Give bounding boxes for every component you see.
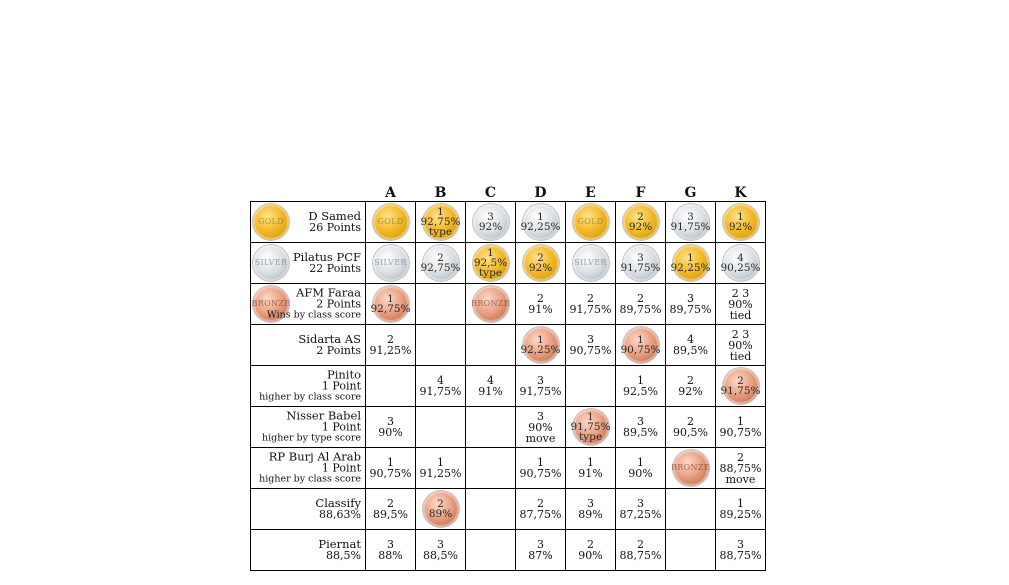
result-cell-k [716,530,766,571]
table-row [251,407,766,448]
result-cell-c [466,202,516,243]
cell-rank: 1 [437,456,444,469]
cell-score: 89% [578,508,603,521]
cell-rank: 1 [587,411,594,423]
cell-score: 89,75% [619,303,662,316]
table-row [251,325,766,366]
medal-stamp: SILVER [254,258,288,267]
result-cell-b [416,366,466,407]
competitor-points: 88,63% [319,508,361,521]
cell-score: 87,25% [619,508,662,521]
cell-rank: 4 [437,374,444,387]
cell-rank: 2 [387,333,394,346]
result-cell-f [616,448,666,489]
bronze-medal-icon [720,368,761,404]
cell-rank: 3 [637,497,644,510]
result-cell-k [716,448,766,489]
cell-rank: 1 [437,206,444,218]
result-cell-k [716,284,766,325]
cell-score: 91% [578,467,603,480]
cell-tag: tied [729,349,752,363]
cell-score: 90% [378,426,403,439]
result-cell-f [616,325,666,366]
result-cell-a [366,489,416,530]
cell-score: 90% [528,420,553,434]
table-row [251,284,766,325]
result-cell-f [616,530,666,571]
result-cell-c [466,530,516,571]
cell-rank: 2 [537,252,544,264]
bronze-medal-icon [520,327,561,363]
cell-rank: 4 [687,333,694,346]
competitor-name: Classify [315,496,361,510]
result-cell-d [516,366,566,407]
gold-medal-icon [523,245,559,281]
cell-rank: 1 [587,456,594,469]
competitor-note: higher by type score [262,432,361,444]
result-cell-a [366,407,416,448]
silver-medal-icon [620,245,661,281]
cell-rank: 1 [737,497,744,510]
cell-score: 91,75% [570,421,611,433]
result-cell-g [666,366,716,407]
bronze-medal-icon [473,286,509,322]
gold-medal-icon [473,245,509,281]
result-cell-c [466,284,516,325]
result-cell-b [416,448,466,489]
cell-tag: move [725,472,756,486]
competitor-name: Piernat [318,537,361,551]
cell-rank: 2 [587,538,594,551]
result-cell-c [466,366,516,407]
cell-rank: 3 [537,409,544,423]
column-header-b: B [434,185,447,201]
silver-medal-icon [473,204,509,240]
result-cell-g [666,489,716,530]
cell-score: 92,75% [420,216,461,228]
competitor-points: 88,5% [326,549,361,562]
cell-score: 91,75% [569,303,612,316]
cell-score: 88,75% [619,549,662,562]
cell-score: 91,75% [620,262,661,274]
cell-rank: 2 [737,375,744,387]
competitor-name: D Samed [308,209,361,223]
cell-score: 90,75% [369,467,412,480]
result-cell-k [716,489,766,530]
result-cell-d [516,284,566,325]
cell-rank: 3 [387,415,394,428]
result-cell-c [466,243,516,284]
cell-score: 91% [478,385,503,398]
result-cell-a [366,202,416,243]
competitor-name: Pilatus PCF [292,250,361,264]
cell-score: 92,25% [520,221,561,233]
medal-stamp: BRONZE [471,299,510,308]
cell-score: 90% [628,467,653,480]
competitor-points: 1 Point [321,379,361,393]
cell-rank: 1 [537,211,544,223]
result-cell-g [666,202,716,243]
result-cell-g [666,325,716,366]
competitor-cell [251,489,366,530]
medal-stamp: SILVER [374,258,407,267]
competitor-points: 1 Point [321,461,361,475]
result-cell-e [566,243,616,284]
bronze-medal-icon [620,327,661,363]
cell-rank: 2 [437,498,444,510]
result-cell-f [616,243,666,284]
cell-rank: 2 3 [731,327,750,341]
result-cell-d [516,243,566,284]
gold-medal-icon [420,204,461,240]
silver-medal-icon [420,245,461,281]
gold-medal-icon [623,204,659,240]
competitor-name: Nisser Babel [286,408,361,423]
medal-stamp: SILVER [574,258,607,267]
column-header-d: D [534,185,547,201]
gold-medal-icon [253,204,289,240]
cell-score: 89,5% [623,426,658,439]
table-row [251,366,766,407]
cell-score: 92,25% [520,344,561,356]
bronze-medal-icon [423,491,459,527]
gold-medal-icon [670,245,711,281]
cell-score: 92,75% [420,262,461,274]
silver-medal-icon [520,204,561,240]
column-header-a: A [385,185,396,201]
result-cell-b [416,530,466,571]
result-cell-a [366,448,416,489]
cell-score: 90,75% [719,426,762,439]
competitor-name: RP Burj Al Arab [268,449,361,464]
cell-rank: 3 [487,211,494,223]
column-header-row [251,182,766,202]
cell-tag: type [478,267,503,279]
cell-score: 91,25% [419,467,462,480]
result-cell-b [416,407,466,448]
bronze-medal-icon [570,409,611,445]
cell-score: 90% [728,338,753,352]
cell-rank: 2 [587,292,594,305]
column-header-g: G [684,185,697,201]
competitor-cell [251,202,366,243]
cell-score: 92,5% [473,257,508,269]
table-row [251,489,766,530]
cell-score: 90,75% [519,467,562,480]
cell-tag: type [428,226,453,238]
result-cell-d [516,202,566,243]
result-cell-b [416,202,466,243]
result-cell-e [566,489,616,530]
cell-rank: 2 [737,450,744,464]
competitor-cell [251,366,366,407]
competitor-note: Wins by class score [267,309,361,321]
result-cell-d [516,489,566,530]
cell-rank: 2 [387,497,394,510]
cell-rank: 4 [487,374,494,387]
cell-rank: 1 [737,211,744,223]
cell-rank: 3 [387,538,394,551]
cell-score: 92% [478,221,503,233]
cell-score: 90,25% [720,262,761,274]
cell-score: 88,5% [423,549,458,562]
result-cell-b [416,325,466,366]
result-cell-e [566,530,616,571]
cell-score: 91,75% [720,385,761,397]
cell-rank: 1 [537,334,544,346]
competitor-cell [251,448,366,489]
cell-tag: tied [729,308,752,322]
silver-medal-icon [720,245,761,281]
medal-stamp: BRONZE [251,299,291,308]
cell-rank: 1 [387,293,394,305]
cell-score: 92% [728,221,753,233]
result-cell-e [566,325,616,366]
result-cell-f [616,284,666,325]
cell-rank: 3 [737,538,744,551]
column-header-c: C [484,185,497,201]
result-cell-f [616,202,666,243]
result-cell-a [366,284,416,325]
result-cell-k [716,325,766,366]
cell-score: 89% [428,508,453,520]
cell-score: 89,5% [373,508,408,521]
medal-stamp: BRONZE [671,463,710,472]
cell-rank: 2 [637,538,644,551]
table-body [251,202,766,571]
competitor-points: 26 Points [309,221,361,234]
result-cell-e [566,407,616,448]
competitor-points: 1 Point [321,420,361,434]
competitor-points: 2 Points [316,297,361,311]
cell-score: 90% [578,549,603,562]
cell-score: 90% [728,297,753,311]
results-table [250,182,766,571]
competitor-name: Sidarta AS [298,332,361,346]
result-cell-e [566,366,616,407]
result-cell-g [666,243,716,284]
result-cell-a [366,366,416,407]
result-cell-f [616,407,666,448]
result-cell-k [716,407,766,448]
cell-score: 91,75% [519,385,562,398]
competitor-cell [251,284,366,325]
result-cell-d [516,325,566,366]
result-cell-k [716,243,766,284]
cell-score: 92% [678,385,703,398]
cell-score: 88,75% [719,549,762,562]
results-grid [250,182,766,571]
competitor-cell [251,407,366,448]
cell-rank: 3 [637,252,644,264]
cell-score: 89,5% [673,344,708,357]
competitor-name: Pinito [326,367,361,382]
cell-score: 87% [528,549,553,562]
cell-tag: type [578,431,603,443]
table-row [251,448,766,489]
result-cell-g [666,448,716,489]
competitor-note: higher by class score [259,391,361,403]
cell-score: 92% [628,221,653,233]
table-row [251,202,766,243]
result-cell-k [716,366,766,407]
cell-rank: 1 [637,334,644,346]
competitor-cell [251,243,366,284]
competitor-cell [251,530,366,571]
cell-rank: 3 [687,211,694,223]
cell-rank: 2 3 [731,286,750,300]
result-cell-d [516,407,566,448]
result-cell-g [666,530,716,571]
cell-rank: 3 [587,333,594,346]
medal-stamp: GOLD [258,217,284,226]
gold-medal-icon [573,204,609,240]
result-cell-e [566,448,616,489]
result-cell-a [366,243,416,284]
competitor-points: 2 Points [316,344,361,357]
silver-medal-icon [573,245,609,281]
gold-medal-icon [373,204,409,240]
cell-score: 90,75% [569,344,612,357]
cell-score: 89,75% [669,303,712,316]
cell-score: 88,75% [719,461,762,475]
cell-rank: 2 [537,292,544,305]
cell-score: 91% [528,303,553,316]
result-cell-g [666,284,716,325]
result-cell-e [566,202,616,243]
cell-rank: 1 [537,456,544,469]
bronze-medal-icon [673,450,709,486]
cell-score: 92,25% [670,262,711,274]
cell-rank: 2 [687,415,694,428]
cell-rank: 1 [487,247,494,259]
cell-rank: 1 [387,456,394,469]
result-cell-c [466,489,516,530]
competitor-points: 22 Points [309,262,361,275]
cell-rank: 3 [587,497,594,510]
cell-rank: 3 [537,538,544,551]
table-row [251,530,766,571]
competitor-cell [251,325,366,366]
cell-score: 92% [528,262,553,274]
column-header-k: K [734,185,747,201]
result-cell-b [416,243,466,284]
table-row [251,243,766,284]
cell-rank: 2 [437,252,444,264]
cell-rank: 2 [637,211,644,223]
cell-rank: 2 [637,292,644,305]
silver-medal-icon [373,245,409,281]
competitor-name: AFM Faraa [296,285,361,300]
cell-score: 92,75% [370,303,411,315]
medal-stamp: GOLD [577,217,604,226]
result-cell-b [416,489,466,530]
cell-score: 88% [378,549,403,562]
result-cell-c [466,448,516,489]
cell-score: 89,25% [719,508,762,521]
result-cell-b [416,284,466,325]
result-cell-g [666,407,716,448]
cell-rank: 3 [637,415,644,428]
result-cell-d [516,448,566,489]
result-cell-d [516,530,566,571]
silver-medal-icon [670,204,711,240]
cell-rank: 3 [437,538,444,551]
cell-rank: 3 [687,292,694,305]
silver-medal-icon [253,245,289,281]
cell-score: 90,75% [620,344,661,356]
gold-medal-icon [723,204,759,240]
cell-rank: 2 [687,374,694,387]
cell-score: 90,5% [673,426,708,439]
result-cell-f [616,366,666,407]
cell-score: 91,75% [419,385,462,398]
result-cell-k [716,202,766,243]
column-header-f: F [635,185,646,201]
result-cell-c [466,325,516,366]
cell-rank: 4 [737,252,744,264]
result-cell-e [566,284,616,325]
medal-stamp: GOLD [377,217,404,226]
bronze-medal-icon [370,286,411,322]
cell-score: 92,5% [623,385,658,398]
competitor-note: higher by class score [259,473,361,485]
cell-rank: 1 [637,456,644,469]
cell-rank: 2 [537,497,544,510]
corner-header [251,182,366,202]
cell-rank: 3 [537,374,544,387]
cell-score: 87,75% [519,508,562,521]
column-header-e: E [585,185,596,201]
cell-score: 91,75% [670,221,711,233]
result-cell-a [366,325,416,366]
cell-rank: 1 [637,374,644,387]
result-cell-f [616,489,666,530]
cell-rank: 1 [687,252,694,264]
cell-score: 91,25% [369,344,412,357]
cell-rank: 1 [737,415,744,428]
result-cell-a [366,530,416,571]
cell-tag: move [525,431,556,445]
result-cell-c [466,407,516,448]
